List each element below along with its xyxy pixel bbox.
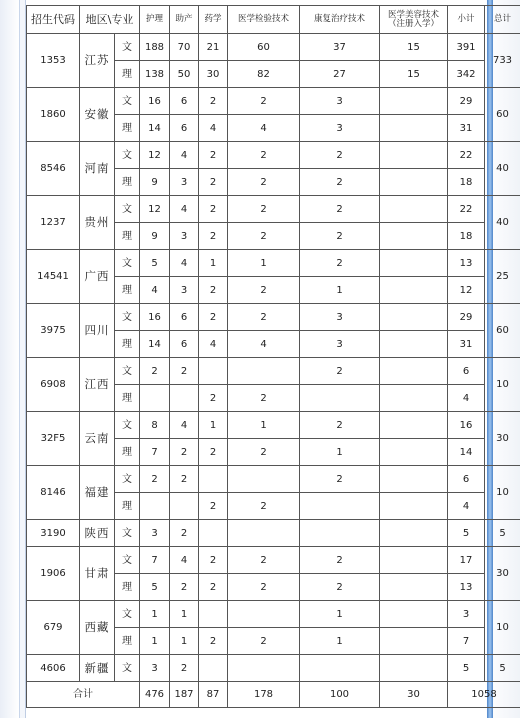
cell-subtotal: 14 [448,439,485,466]
cell-track: 理 [115,493,140,520]
cell-rehab: 2 [300,358,380,385]
cell-nursing: 7 [140,547,170,574]
totals-label: 合计 [27,682,140,708]
cell-track: 文 [115,547,140,574]
cell-medlab: 2 [228,439,300,466]
cell-region: 云南 [80,412,115,466]
cell-track: 文 [115,466,140,493]
cell-medlab: 2 [228,385,300,412]
cell-code: 1237 [27,196,80,250]
cell-code: 4606 [27,655,80,682]
cell-rehab: 2 [300,250,380,277]
cell-track: 文 [115,304,140,331]
cell-medlab: 2 [228,493,300,520]
cell-midwifery: 1 [170,628,199,655]
cell-subtotal: 6 [448,466,485,493]
cell-cosmetic [380,358,448,385]
cell-track: 理 [115,277,140,304]
cell-pharmacy: 2 [199,142,228,169]
table-row [27,601,520,628]
cell-nursing: 4 [140,277,170,304]
cell-total: 30 [485,412,520,466]
cell-midwifery: 4 [170,196,199,223]
cell-midwifery [170,493,199,520]
cell-pharmacy: 2 [199,169,228,196]
cell-pharmacy: 1 [199,250,228,277]
cell-rehab: 2 [300,142,380,169]
cell-medlab: 2 [228,547,300,574]
cell-medlab: 2 [228,196,300,223]
cell-midwifery: 3 [170,277,199,304]
cell-subtotal: 31 [448,331,485,358]
cell-pharmacy: 1 [199,412,228,439]
cell-nursing: 9 [140,169,170,196]
cell-track: 理 [115,223,140,250]
header-medlab: 医学检验技术 [228,6,300,34]
cell-pharmacy: 2 [199,223,228,250]
cell-midwifery: 70 [170,34,199,61]
table-row [27,250,520,277]
cell-rehab: 37 [300,34,380,61]
table-row [27,655,520,682]
cell-track: 理 [115,574,140,601]
cell-rehab: 2 [300,574,380,601]
cell-region: 西藏 [80,601,115,655]
cell-code: 32F5 [27,412,80,466]
cell-midwifery: 1 [170,601,199,628]
cell-cosmetic [380,385,448,412]
cell-cosmetic [380,250,448,277]
cell-midwifery: 2 [170,520,199,547]
cell-region: 江西 [80,358,115,412]
cell-cosmetic [380,601,448,628]
cell-rehab: 2 [300,223,380,250]
cell-nursing: 2 [140,358,170,385]
header-code: 招生代码 [27,6,80,34]
cell-subtotal: 17 [448,547,485,574]
cell-cosmetic: 15 [380,61,448,88]
cell-nursing: 138 [140,61,170,88]
cell-nursing: 1 [140,601,170,628]
cell-total: 40 [485,142,520,196]
cell-track: 理 [115,115,140,142]
cell-code: 3975 [27,304,80,358]
cell-pharmacy [199,520,228,547]
cell-midwifery: 2 [170,439,199,466]
cell-track: 文 [115,655,140,682]
cell-pharmacy: 4 [199,115,228,142]
table-row [27,88,520,115]
cell-track: 文 [115,196,140,223]
cell-cosmetic [380,655,448,682]
header-row [27,6,520,34]
table-row [27,547,520,574]
cell-rehab: 2 [300,547,380,574]
cell-code: 1860 [27,88,80,142]
table-row [27,358,520,385]
cell-nursing: 3 [140,655,170,682]
table-row [27,196,520,223]
cell-subtotal: 7 [448,628,485,655]
cell-medlab: 2 [228,628,300,655]
cell-total: 5 [485,520,520,547]
cell-pharmacy [199,655,228,682]
cell-medlab: 4 [228,331,300,358]
cell-rehab [300,385,380,412]
cell-total: 10 [485,601,520,655]
cell-rehab: 1 [300,601,380,628]
cell-nursing: 1 [140,628,170,655]
cell-cosmetic [380,493,448,520]
cell-midwifery: 6 [170,115,199,142]
cell-subtotal: 342 [448,61,485,88]
cell-subtotal: 5 [448,655,485,682]
cell-pharmacy: 2 [199,547,228,574]
cell-nursing: 3 [140,520,170,547]
cell-medlab: 2 [228,169,300,196]
cell-track: 文 [115,520,140,547]
cell-subtotal: 13 [448,250,485,277]
cell-rehab: 3 [300,115,380,142]
table-row [27,466,520,493]
totals-midwifery: 187 [170,682,199,708]
header-rehab: 康复治疗技术 [300,6,380,34]
cell-pharmacy: 2 [199,439,228,466]
cell-total: 10 [485,466,520,520]
cell-track: 文 [115,142,140,169]
cell-nursing [140,493,170,520]
cell-pharmacy: 4 [199,331,228,358]
cell-region: 陕西 [80,520,115,547]
header-nursing: 护理 [140,6,170,34]
cell-subtotal: 6 [448,358,485,385]
cell-subtotal: 13 [448,574,485,601]
cell-track: 理 [115,385,140,412]
cell-nursing: 7 [140,439,170,466]
cell-code: 3190 [27,520,80,547]
cell-subtotal: 4 [448,493,485,520]
cell-total: 60 [485,88,520,142]
header-cosmetic-line1: 医学美容技术 [387,9,439,20]
cell-rehab [300,520,380,547]
cell-rehab: 2 [300,169,380,196]
header-subtotal: 小计 [448,6,485,34]
cell-medlab: 2 [228,88,300,115]
cell-total: 5 [485,655,520,682]
table-body [27,34,520,708]
enrollment-table [26,5,520,708]
cell-cosmetic: 15 [380,34,448,61]
cell-subtotal: 3 [448,601,485,628]
cell-nursing: 2 [140,466,170,493]
cell-medlab: 60 [228,34,300,61]
cell-track: 理 [115,628,140,655]
cell-midwifery: 4 [170,250,199,277]
totals-rehab: 100 [300,682,380,708]
cell-total: 60 [485,304,520,358]
cell-rehab [300,655,380,682]
cell-track: 理 [115,61,140,88]
cell-subtotal: 18 [448,223,485,250]
cell-subtotal: 29 [448,304,485,331]
cell-medlab [228,601,300,628]
cell-track: 文 [115,88,140,115]
cell-total: 25 [485,250,520,304]
cell-midwifery: 3 [170,223,199,250]
cell-cosmetic [380,628,448,655]
header-region: 地区\专业 [80,6,140,34]
header-pharmacy: 药学 [199,6,228,34]
cell-medlab: 2 [228,142,300,169]
table-row [27,142,520,169]
cell-pharmacy [199,466,228,493]
cell-midwifery: 2 [170,574,199,601]
cell-medlab: 2 [228,277,300,304]
cell-rehab: 1 [300,439,380,466]
cell-pharmacy [199,358,228,385]
cell-total: 733 [485,34,520,88]
cell-pharmacy: 2 [199,628,228,655]
cell-nursing [140,385,170,412]
cell-cosmetic [380,169,448,196]
cell-subtotal: 22 [448,196,485,223]
cell-midwifery: 6 [170,88,199,115]
cell-pharmacy: 2 [199,304,228,331]
cell-medlab [228,358,300,385]
header-total: 总计 [485,6,520,34]
cell-midwifery: 6 [170,331,199,358]
cell-midwifery: 2 [170,466,199,493]
cell-nursing: 5 [140,574,170,601]
cell-nursing: 12 [140,196,170,223]
cell-nursing: 12 [140,142,170,169]
cell-midwifery: 4 [170,142,199,169]
cell-medlab: 1 [228,250,300,277]
cell-track: 理 [115,439,140,466]
header-midwifery: 助产 [170,6,199,34]
totals-pharmacy: 87 [199,682,228,708]
cell-nursing: 14 [140,115,170,142]
cell-rehab: 1 [300,628,380,655]
cell-midwifery [170,385,199,412]
cell-rehab: 2 [300,466,380,493]
cell-cosmetic [380,88,448,115]
cell-nursing: 9 [140,223,170,250]
cell-cosmetic [380,223,448,250]
cell-code: 679 [27,601,80,655]
totals-row [27,682,520,708]
cell-pharmacy: 21 [199,34,228,61]
cell-nursing: 188 [140,34,170,61]
cell-cosmetic [380,115,448,142]
cell-rehab: 3 [300,304,380,331]
cell-rehab: 3 [300,88,380,115]
cell-subtotal: 16 [448,412,485,439]
header-cosmetic [380,6,448,34]
cell-region: 贵州 [80,196,115,250]
table-row [27,520,520,547]
cell-region: 广西 [80,250,115,304]
cell-code: 6908 [27,358,80,412]
cell-pharmacy [199,601,228,628]
cell-cosmetic [380,304,448,331]
cell-total: 10 [485,358,520,412]
cell-cosmetic [380,439,448,466]
cell-nursing: 14 [140,331,170,358]
cell-midwifery: 4 [170,547,199,574]
cell-code: 8546 [27,142,80,196]
totals-nursing: 476 [140,682,170,708]
cell-region: 江苏 [80,34,115,88]
cell-track: 理 [115,331,140,358]
cell-region: 新疆 [80,655,115,682]
table-row [27,304,520,331]
cell-pharmacy: 2 [199,196,228,223]
cell-code: 1906 [27,547,80,601]
cell-cosmetic [380,142,448,169]
cell-cosmetic [380,466,448,493]
cell-medlab [228,520,300,547]
cell-rehab: 1 [300,277,380,304]
cell-subtotal: 29 [448,88,485,115]
cell-midwifery: 50 [170,61,199,88]
document-page [25,0,513,718]
cell-pharmacy: 2 [199,493,228,520]
cell-midwifery: 3 [170,169,199,196]
cell-track: 文 [115,250,140,277]
cell-code: 8146 [27,466,80,520]
table-row [27,412,520,439]
cell-medlab [228,466,300,493]
totals-grand: 1058 [448,682,520,708]
cell-cosmetic [380,547,448,574]
cell-track: 理 [115,169,140,196]
cell-region: 安徽 [80,88,115,142]
cell-medlab: 4 [228,115,300,142]
cell-pharmacy: 2 [199,574,228,601]
cell-subtotal: 12 [448,277,485,304]
totals-cosmetic: 30 [380,682,448,708]
cell-nursing: 16 [140,88,170,115]
cell-region: 福建 [80,466,115,520]
cell-rehab [300,493,380,520]
cell-midwifery: 2 [170,358,199,385]
cell-cosmetic [380,331,448,358]
cell-cosmetic [380,520,448,547]
cell-total: 30 [485,547,520,601]
cell-cosmetic [380,277,448,304]
cell-region: 四川 [80,304,115,358]
cell-nursing: 8 [140,412,170,439]
cell-track: 文 [115,601,140,628]
cell-subtotal: 31 [448,115,485,142]
cell-rehab: 2 [300,196,380,223]
cell-pharmacy: 2 [199,385,228,412]
cell-medlab: 2 [228,304,300,331]
cell-midwifery: 4 [170,412,199,439]
cell-track: 文 [115,358,140,385]
cell-code: 1353 [27,34,80,88]
cell-track: 文 [115,34,140,61]
cell-subtotal: 391 [448,34,485,61]
table-row [27,34,520,61]
cell-midwifery: 6 [170,304,199,331]
left-margin [0,0,20,718]
cell-subtotal: 4 [448,385,485,412]
cell-region: 甘肃 [80,547,115,601]
cell-medlab: 2 [228,574,300,601]
cell-midwifery: 2 [170,655,199,682]
cell-region: 河南 [80,142,115,196]
cell-medlab: 2 [228,223,300,250]
cell-medlab: 1 [228,412,300,439]
cell-cosmetic [380,412,448,439]
cell-nursing: 16 [140,304,170,331]
cell-cosmetic [380,196,448,223]
cell-rehab: 27 [300,61,380,88]
cell-medlab [228,655,300,682]
cell-rehab: 3 [300,331,380,358]
totals-medlab: 178 [228,682,300,708]
cell-subtotal: 5 [448,520,485,547]
cell-pharmacy: 2 [199,277,228,304]
cell-rehab: 2 [300,412,380,439]
cell-pharmacy: 30 [199,61,228,88]
cell-medlab: 82 [228,61,300,88]
cell-subtotal: 22 [448,142,485,169]
cell-pharmacy: 2 [199,88,228,115]
cell-total: 40 [485,196,520,250]
header-cosmetic-line2: （注册入学） [387,18,439,29]
cell-cosmetic [380,574,448,601]
cell-track: 文 [115,412,140,439]
cell-code: 14541 [27,250,80,304]
cell-subtotal: 18 [448,169,485,196]
cell-nursing: 5 [140,250,170,277]
